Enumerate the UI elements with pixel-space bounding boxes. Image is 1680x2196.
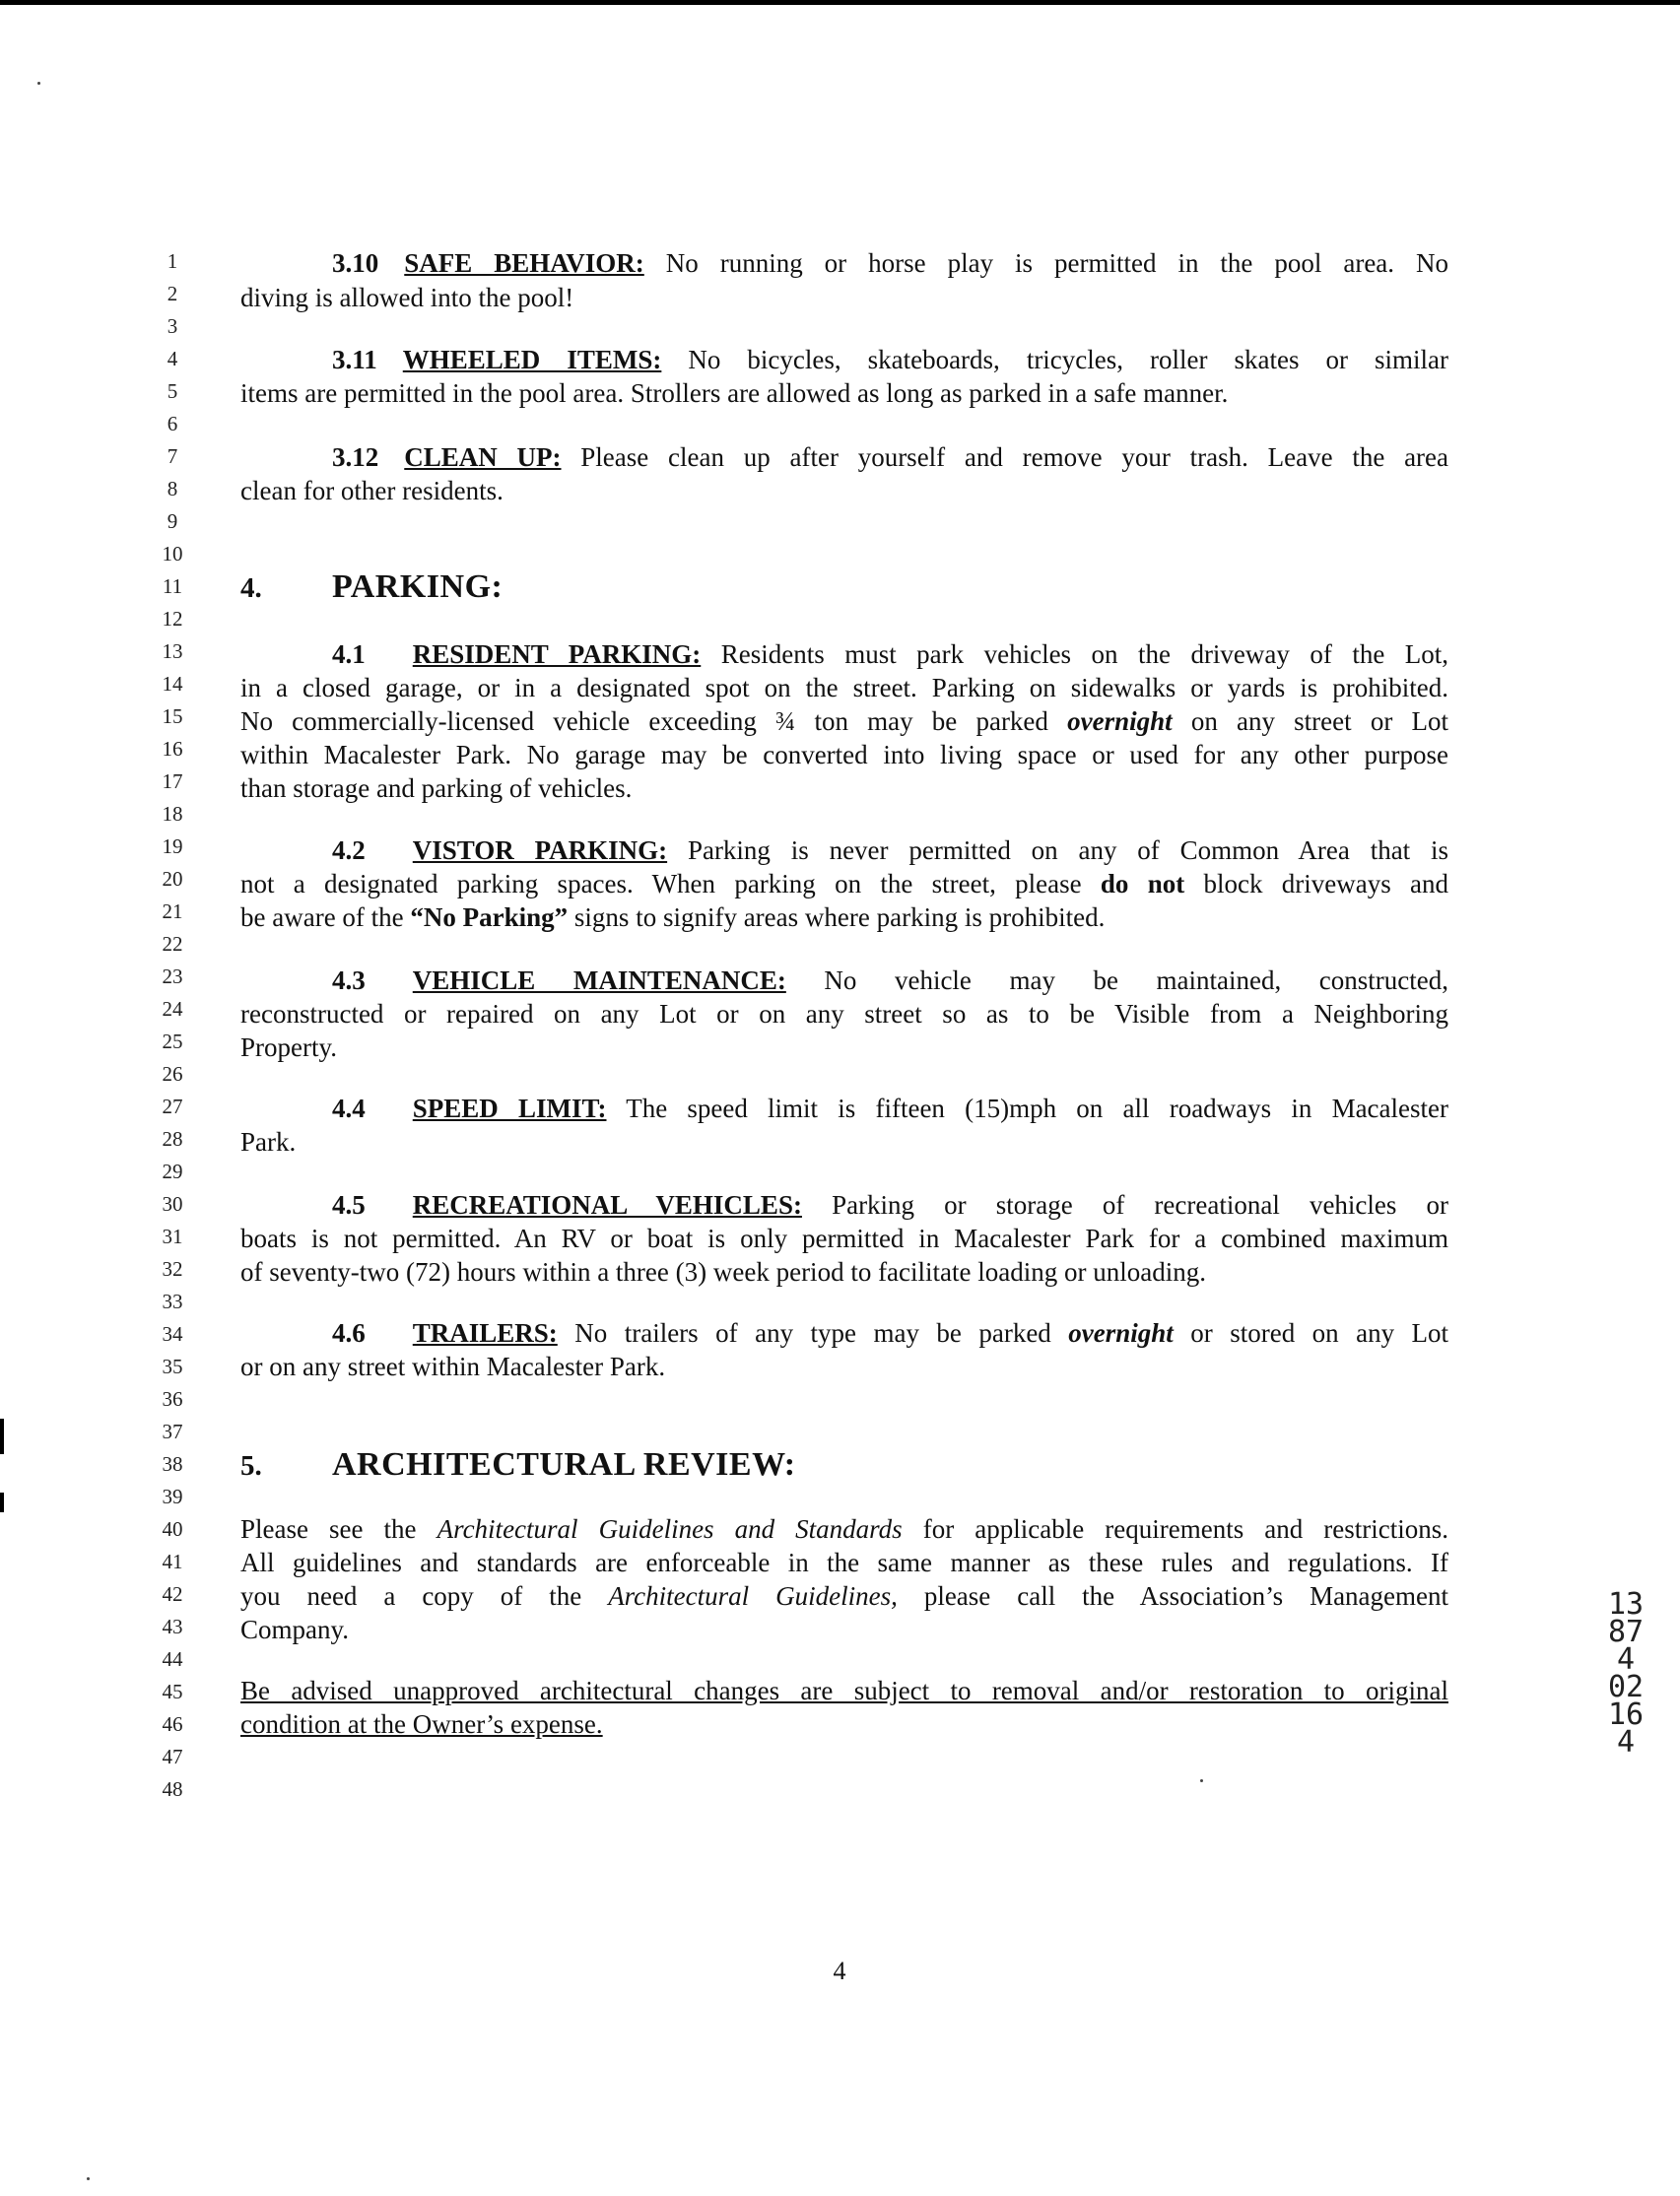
body-text: No commercially-licensed vehicle exceeding ¾ ton may be parked (240, 706, 1048, 736)
line-number: 6 (167, 412, 178, 435)
document-reference: Architectural Guidelines, (608, 1581, 898, 1611)
section-5-number: 5. (240, 1450, 262, 1482)
architectural-notice-line-1: Be advised unapproved architectural changes are subject to removal and/or restoration to original (240, 1676, 1448, 1705)
section-4-2-line-1 (240, 833, 1448, 867)
section-3-10-line-2: diving is allowed into the pool! (240, 283, 574, 312)
architectural-line-3 (240, 1579, 1448, 1613)
line-number: 26 (162, 1062, 183, 1086)
section-number: 4.4 (332, 1094, 366, 1123)
line-number: 35 (162, 1355, 183, 1378)
architectural-line-4: Company. (240, 1615, 349, 1644)
section-heading: RECREATIONAL VEHICLES: (412, 1190, 802, 1220)
line-number: 39 (162, 1485, 183, 1508)
body-text: please call the Association’s Management (923, 1581, 1449, 1611)
line-number: 30 (162, 1192, 183, 1216)
section-4-5-line-1 (240, 1188, 1448, 1222)
scan-mark (0, 1419, 4, 1454)
recording-stamp (1606, 1587, 1646, 1857)
line-number: 13 (162, 639, 183, 663)
body-text: Residents must park vehicles on the driveway of the Lot, (720, 639, 1449, 669)
section-4-6-line-1 (240, 1316, 1448, 1350)
emphasis-text: overnight (1068, 1318, 1174, 1348)
line-number: 19 (162, 834, 183, 858)
section-4-1-line-5: than storage and parking of vehicles. (240, 773, 633, 803)
body-text: No bicycles, skateboards, tricycles, roller skates or similar (688, 345, 1449, 374)
body-text: for applicable requirements and restrictions. (922, 1514, 1448, 1544)
section-4-1-line-1 (240, 637, 1448, 671)
section-4-4-line-2: Park. (240, 1127, 297, 1157)
body-text: or stored on any Lot (1190, 1318, 1449, 1348)
line-number: 21 (162, 899, 183, 923)
line-number: 44 (162, 1647, 183, 1671)
body-text: signs to signify areas where parking is prohibited. (573, 902, 1106, 932)
body-text: Parking is never permitted on any of Common Area that is (687, 835, 1449, 865)
line-number: 20 (162, 867, 183, 891)
section-number: 3.10 (332, 248, 379, 278)
line-number: 9 (167, 509, 178, 533)
line-number: 48 (162, 1777, 183, 1801)
line-number: 32 (162, 1257, 183, 1281)
section-number: 4.6 (332, 1318, 366, 1348)
architectural-line-1 (240, 1512, 1448, 1546)
line-number: 28 (162, 1127, 183, 1151)
section-4-3-line-2: reconstructed or repaired on any Lot or on any street so as to be Visible from a Neighboring (240, 999, 1448, 1029)
section-4-5-line-3: of seventy-two (72) hours within a three (3) week period to facilitate loading or unloading. (240, 1257, 1206, 1287)
scan-mark (0, 1493, 4, 1512)
document-reference: Architectural Guidelines and Standards (437, 1514, 903, 1544)
section-3-12-line-2: clean for other residents. (240, 476, 504, 505)
line-number: 33 (162, 1290, 183, 1313)
section-3-12-line-1 (240, 440, 1448, 474)
recording-stamp-text: 13874 02164 (1607, 1587, 1645, 1760)
line-number: 41 (162, 1550, 183, 1573)
line-number: 43 (162, 1615, 183, 1638)
architectural-line-2: All guidelines and standards are enforceable in the same manner as these rules and regulations. If (240, 1548, 1448, 1577)
section-number: 4.2 (332, 835, 366, 865)
section-heading: WHEELED ITEMS: (402, 345, 662, 374)
section-4-5-line-2: boats is not permitted. An RV or boat is only permitted in Macalester Park for a combined maximum (240, 1224, 1448, 1253)
section-heading: VEHICLE MAINTENANCE: (412, 965, 786, 995)
line-number: 38 (162, 1452, 183, 1476)
line-number: 8 (167, 477, 178, 500)
line-number: 29 (162, 1160, 183, 1183)
scan-speck (87, 2177, 90, 2180)
line-number: 15 (162, 704, 183, 728)
line-number: 23 (162, 965, 183, 988)
section-heading: SPEED LIMIT: (412, 1094, 607, 1123)
section-4-6-line-2: or on any street within Macalester Park. (240, 1352, 666, 1381)
section-heading: TRAILERS: (412, 1318, 558, 1348)
body-text: Please see the (240, 1514, 417, 1544)
section-5-title: ARCHITECTURAL REVIEW: (332, 1446, 796, 1483)
line-number: 4 (167, 347, 178, 370)
body-text: No trailers of any type may be parked (574, 1318, 1051, 1348)
body-text: block driveways and (1203, 869, 1449, 898)
line-number: 37 (162, 1420, 183, 1443)
emphasis-text: “No Parking” (410, 902, 569, 932)
line-number: 42 (162, 1582, 183, 1606)
section-4-3-line-3: Property. (240, 1032, 337, 1062)
line-number: 1 (167, 249, 178, 273)
line-number: 7 (167, 444, 178, 468)
section-number: 4.5 (332, 1190, 366, 1220)
line-number: 14 (162, 672, 183, 696)
body-text: No vehicle may be maintained, constructed, (824, 965, 1448, 995)
section-3-10-line-1 (240, 246, 1448, 280)
line-number: 27 (162, 1095, 183, 1118)
section-4-2-line-3 (240, 900, 1448, 934)
section-number: 3.11 (332, 345, 377, 374)
section-4-1-line-4: within Macalester Park. No garage may be converted into living space or used for any other purpose (240, 740, 1448, 769)
body-text: not a designated parking spaces. When parking on the street, please (240, 869, 1082, 898)
line-number: 3 (167, 314, 178, 338)
line-number: 36 (162, 1387, 183, 1411)
line-number: 5 (167, 379, 178, 403)
section-number: 4.3 (332, 965, 366, 995)
body-text: The speed limit is fifteen (15)mph on all roadways in Macalester (626, 1094, 1448, 1123)
architectural-notice-line-2: condition at the Owner’s expense. (240, 1709, 603, 1739)
scan-speck (1200, 1779, 1203, 1782)
line-number: 25 (162, 1030, 183, 1053)
line-number: 11 (162, 574, 183, 598)
section-heading: RESIDENT PARKING: (412, 639, 702, 669)
scan-border-top (0, 0, 1680, 5)
body-text: Parking or storage of recreational vehicles or (832, 1190, 1448, 1220)
section-3-11-line-1 (240, 343, 1448, 376)
section-4-1-line-3 (240, 704, 1448, 738)
line-number: 24 (162, 997, 183, 1021)
section-3-11-line-2: items are permitted in the pool area. Strollers are allowed as long as parked in a safe manner. (240, 378, 1229, 408)
body-text: be aware of the (240, 902, 404, 932)
section-heading: VISTOR PARKING: (412, 835, 668, 865)
line-number: 17 (162, 769, 183, 793)
line-number: 12 (162, 607, 183, 631)
line-number: 45 (162, 1680, 183, 1703)
scan-speck (37, 82, 40, 85)
section-4-4-line-1 (240, 1092, 1448, 1125)
line-number: 47 (162, 1745, 183, 1768)
section-heading: SAFE BEHAVIOR: (404, 248, 644, 278)
emphasis-text: overnight (1067, 706, 1173, 736)
section-heading: CLEAN UP: (404, 442, 562, 472)
page-number: 4 (833, 1957, 846, 1985)
line-number: 22 (162, 932, 183, 956)
section-4-3-line-1 (240, 964, 1448, 997)
section-number: 3.12 (332, 442, 379, 472)
body-text: No running or horse play is permitted in the pool area. No (665, 248, 1448, 278)
section-4-title: PARKING: (332, 568, 504, 605)
emphasis-text: do not (1100, 869, 1185, 898)
section-4-2-line-2 (240, 867, 1448, 900)
body-text: Please clean up after yourself and remove your trash. Leave the area (580, 442, 1449, 472)
body-text: on any street or Lot (1190, 706, 1448, 736)
section-4-1-line-2: in a closed garage, or in a designated spot on the street. Parking on sidewalks or yards is prohibited. (240, 673, 1448, 702)
line-number: 2 (167, 282, 178, 305)
line-number: 16 (162, 737, 183, 761)
body-text: you need a copy of the (240, 1581, 582, 1611)
line-number: 18 (162, 802, 183, 826)
section-4-number: 4. (240, 572, 262, 604)
line-number: 31 (162, 1225, 183, 1248)
line-number: 40 (162, 1517, 183, 1541)
section-number: 4.1 (332, 639, 366, 669)
line-number: 46 (162, 1712, 183, 1736)
line-number: 34 (162, 1322, 183, 1346)
line-number: 10 (162, 542, 183, 566)
